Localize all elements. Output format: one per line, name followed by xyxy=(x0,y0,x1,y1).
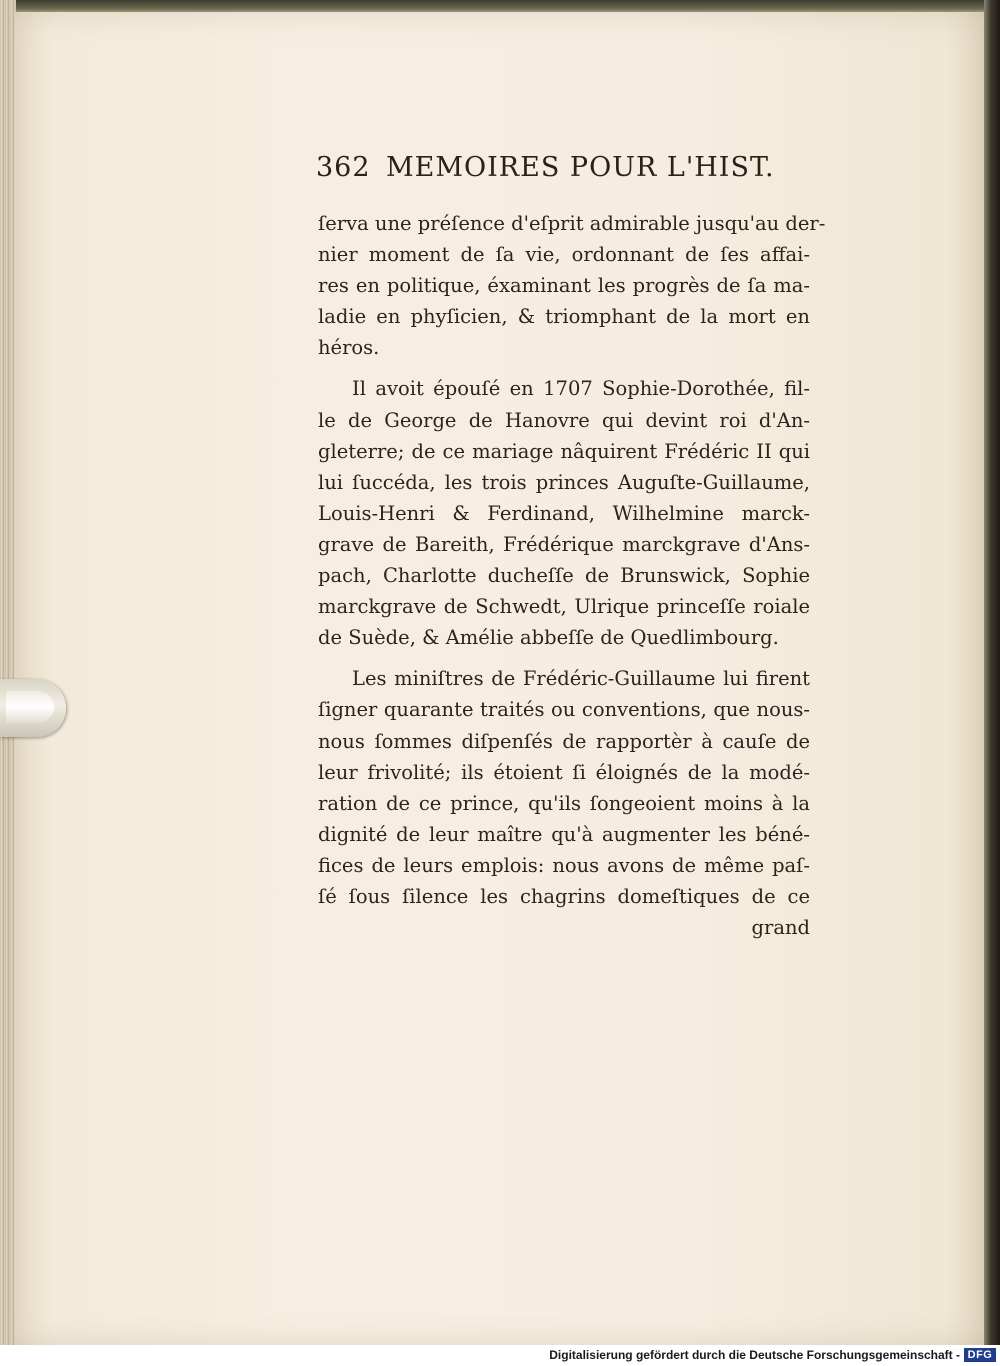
text-line: nous ſommes diſpenſés de rapportèr à cauſe de xyxy=(318,729,810,753)
text-line: pach, Charlotte ducheſſe de Brunswick, Sophie xyxy=(318,564,810,588)
body-text xyxy=(318,208,826,943)
text-line: de Suède, & Amélie abbeſſe de Quedlimbourg. xyxy=(318,626,779,650)
text-line: ration de ce prince, qu'ils ſongeoient moins à la xyxy=(318,791,810,815)
text-line: fices de leurs emplois: nous avons de même paſ- xyxy=(318,853,810,877)
text-line: lui ſuccéda, les trois princes Auguſte-Guillaume, xyxy=(318,470,810,494)
text-line: res en politique, éxaminant les progrès de ſa ma- xyxy=(318,274,810,298)
paragraph-gap xyxy=(318,363,810,373)
text-line: le de George de Hanovre qui devint roi d'An- xyxy=(318,408,810,432)
text-line: ſerva une préſence d'eſprit admirable jusqu'au der- xyxy=(318,212,826,235)
text-line: Louis-Henri & Ferdinand, Wilhelmine marck- xyxy=(318,501,810,525)
text-line: Il avoit épouſé en 1707 Sophie-Dorothée, fil- xyxy=(352,377,810,401)
book-binding-edge xyxy=(984,0,1000,1345)
text-line: marckgrave de Schwedt, Ulrique princeſſe roiale xyxy=(318,595,810,619)
text-line: leur frivolité; ils étoient ſi éloignés de la modé- xyxy=(318,760,810,784)
page-number: 362 xyxy=(316,152,371,183)
paragraph-gap xyxy=(318,653,810,663)
text-line: ſé ſous ſilence les chagrins domeſtiques de ce xyxy=(318,884,810,908)
running-head-title: MEMOIRES POUR L'HIST. xyxy=(386,152,775,183)
text-line: ſigner quarante traités ou conventions, que nous- xyxy=(318,698,810,722)
text-line: dignité de leur maître qu'à augmenter les béné- xyxy=(318,822,810,846)
text-line: Les miniſtres de Frédéric-Guillaume lui firent xyxy=(352,667,810,691)
dfg-logo: DFG xyxy=(964,1348,996,1362)
page-clip-marker xyxy=(0,679,66,737)
catchword: grand xyxy=(751,916,810,940)
text-line: héros. xyxy=(318,336,380,360)
running-head xyxy=(316,152,816,183)
text-line: grave de Bareith, Frédérique marckgrave d'Ans- xyxy=(318,532,810,556)
text-line: gleterre; de ce mariage nâquirent Frédéric II qui xyxy=(318,439,810,463)
page-clip-highlight xyxy=(6,691,54,723)
text-line: nier moment de ſa vie, ordonnant de ſes affai- xyxy=(318,243,810,267)
funding-credit: Digitalisierung gefördert durch die Deutsche Forschungsgemeinschaft - xyxy=(549,1348,960,1362)
digitization-footer xyxy=(0,1345,1000,1366)
text-line: ladie en phyſicien, & triomphant de la mort en xyxy=(318,305,810,329)
